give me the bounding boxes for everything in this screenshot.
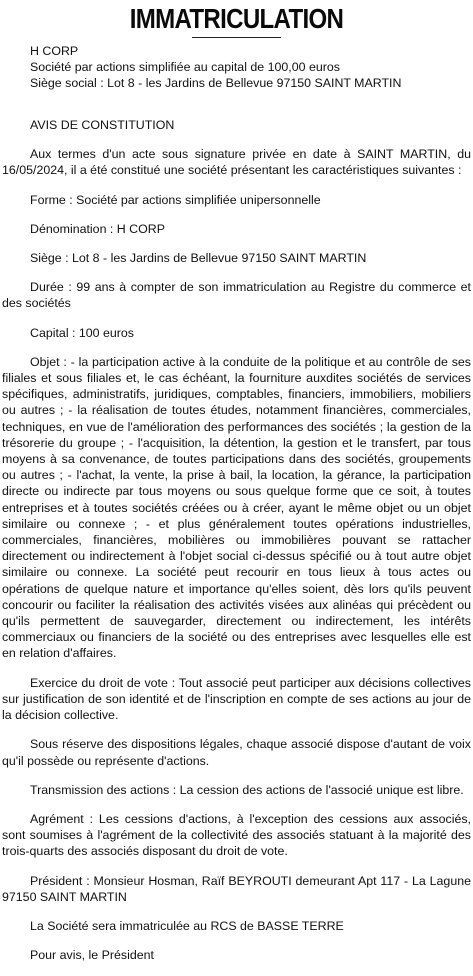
notice-body (2, 117, 471, 976)
paragraph-vote: Exercice du droit de vote : Tout associé peut participer aux décisions collectives sur justification de son identité et de l'inscription en compte de ses actions au jour de la décision collective. (2, 675, 471, 723)
paragraph-transmission: Transmission des actions : La cession des actions de l'associé unique est libre. (30, 782, 464, 797)
paragraph-intro: Aux termes d'un acte sous signature privée en date à SAINT MARTIN, du 16/05/2024, il a été constitué une société présentant les caractéristiques suivantes : (2, 147, 471, 178)
notice-heading: AVIS DE CONSTITUTION (30, 118, 175, 132)
paragraph-agrement: Agrément : Les cessions d'actions, à l'exception des cessions aux associés, sont soumises à l'agrément de la collectivité des associés statuant à la majorité des trois-quarts des associés disposant du droit de vote. (2, 811, 471, 859)
paragraph-forme: Forme : Société par actions simplifiée unipersonnelle (30, 192, 321, 207)
paragraph-objet: Objet : - la participation active à la conduite de la politique et au contrôle de ses filiales et sous filiales et, le cas échéant, la fourniture auxdites sociétés de services spécifiques, administratifs, juridiques, comptables, financiers, immobiliers, mobiliers ou autres ; - la réalisation de toutes études, notamment financières, commerciales, techniques, en vue de l'amélioration des performances des sociétés ; la gestion de la trésorerie du groupe ; - l'acquisition, la détention, la gestion et le transfert, par tous moyens à sa convenance, de toutes participations dans des sociétés, groupements ou autres ; - l'achat, la vente, la prise à bail, la location, la gérance, la participation directe ou indirecte par tous moyens ou sous quelque forme que ce soit, à toutes entreprises et à toutes sociétés créées ou à créer, ayant le même objet ou un objet similaire ou connexe ; - et plus généralement toutes opérations industrielles, commerciales, financières, mobilières ou immobilières pouvant se rattacher directement ou indirectement à l'objet social ci-dessus spécifié ou à tout autre objet similaire ou connexe. La société peut recourir en tous lieux à tous actes ou opérations de quelque nature et importance qu'elles soient, dès lors qu'ils peuvent concourir ou faciliter la réalisation des activités visées aux alinéas qui précèdent ou qu'ils permettent de sauvegarder, directement ou indirectement, les intérêts commerciaux ou financiers de la société ou des entreprises avec lesquelles elle est en relation d'affaires. (2, 354, 471, 661)
paragraph-president: Président : Monsieur Hosman, Raïf BEYROUTI demeurant Apt 117 - La Lagune 97150 SAINT MARTIN (2, 873, 471, 904)
notice-title: IMMATRICULATION (129, 3, 344, 34)
company-header (30, 43, 470, 92)
paragraph-avis-final: Pour avis, le Président (30, 948, 154, 963)
paragraph-duree: Durée : 99 ans à compter de son immatriculation au Registre du commerce et des sociétés (2, 280, 471, 311)
company-form-capital: Société par actions simplifiée au capital de 100,00 euros (30, 60, 340, 75)
paragraph-capital: Capital : 100 euros (30, 325, 135, 340)
paragraph-reserve: Sous réserve des dispositions légales, chaque associé dispose d'autant de voix qu'il possède ou représente d'actions. (2, 737, 471, 768)
company-name: H CORP (30, 44, 79, 58)
paragraph-denomination: Dénomination : H CORP (30, 221, 165, 236)
paragraph-siege: Siège : Lot 8 - les Jardins de Bellevue 97150 SAINT MARTIN (30, 251, 367, 266)
paragraph-rcs: La Société sera immatriculée au RCS de BASSE TERRE (30, 918, 344, 933)
company-registered-office: Siège social : Lot 8 - les Jardins de Bellevue 97150 SAINT MARTIN (30, 76, 402, 91)
title-underline (192, 37, 281, 38)
